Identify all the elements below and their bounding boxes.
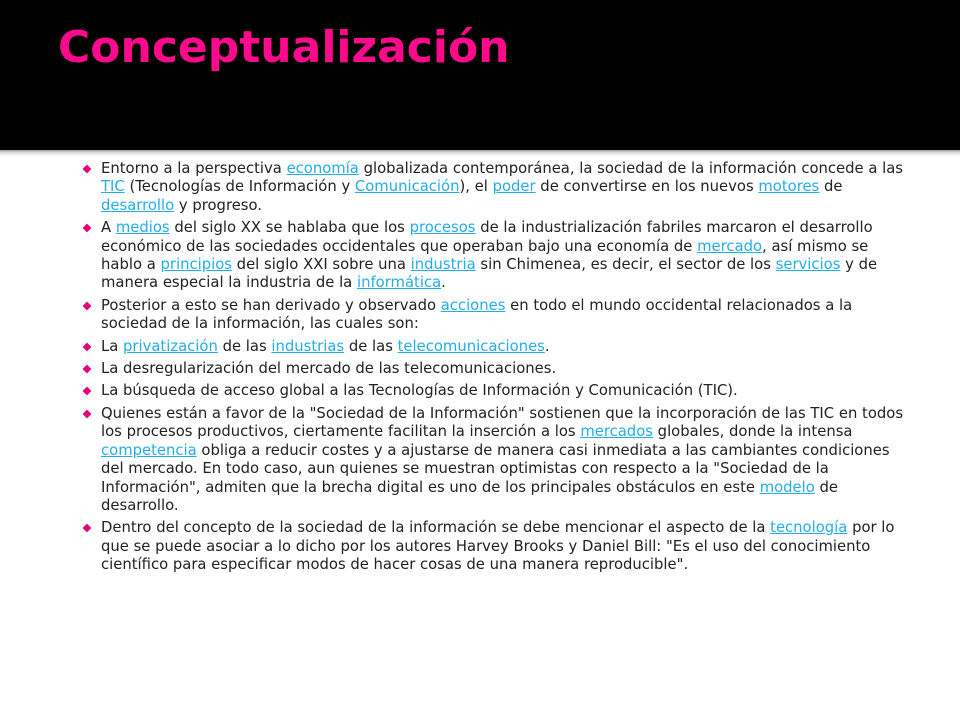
hyperlink[interactable]: acciones <box>440 296 506 314</box>
text-segment: del siglo XX se hablaba que los <box>169 219 410 237</box>
bullet-text <box>101 519 894 573</box>
text-segment: , así mismo se hablo a <box>101 237 869 274</box>
bullet-item <box>82 297 912 334</box>
text-segment: globales, donde la intensa <box>652 423 853 441</box>
bullet-text <box>101 360 556 377</box>
bullet-text <box>101 297 852 332</box>
text-segment: globalizada contemporánea, la sociedad de la información concede a las <box>358 160 904 177</box>
text-segment: La desregularización del mercado de las telecomunicaciones. <box>101 360 557 378</box>
bullet-text <box>101 160 903 214</box>
bullet-item <box>82 382 912 400</box>
hyperlink[interactable]: mercados <box>580 423 653 441</box>
text-segment: obliga a reducir costes y a ajustarse de manera casi inmediata a las cambiantes condiciones del mercado. En todo caso, aun quienes se muestran optimistas con respecto a la "Sociedad de la Información", admiten que la brecha digital es uno de los principales obstáculos en este <box>101 441 890 496</box>
text-segment: La <box>101 337 124 355</box>
bullet-item <box>82 219 912 293</box>
text-segment: de la industrialización fabriles marcaron el desarrollo económico de las sociedades occidentales que operaban bajo una economía de <box>101 219 873 255</box>
text-segment: de las <box>344 337 398 355</box>
text-segment: de convertirse en los nuevos <box>535 178 759 196</box>
text-segment: A <box>101 219 116 237</box>
hyperlink[interactable]: industrias <box>271 337 345 355</box>
text-segment: en todo el mundo occidental relacionados a la sociedad de la información, las cuales son: <box>101 296 853 333</box>
bullet-text <box>101 382 738 399</box>
hyperlink[interactable]: industria <box>410 256 476 274</box>
diamond-bullet-icon <box>83 343 91 351</box>
text-segment: ), el <box>459 178 493 196</box>
hyperlink[interactable]: economía <box>286 160 359 177</box>
diamond-bullet-icon <box>83 165 91 173</box>
hyperlink[interactable]: telecomunicaciones <box>397 337 545 355</box>
text-segment: sin Chimenea, es decir, el sector de los <box>475 256 776 274</box>
hyperlink[interactable]: modelo <box>759 478 815 496</box>
hyperlink[interactable]: principios <box>160 256 232 274</box>
diamond-bullet-icon <box>83 524 91 532</box>
diamond-bullet-icon <box>83 387 91 395</box>
text-segment: . <box>441 274 446 292</box>
bullet-item <box>82 360 912 378</box>
page-title: Conceptualización <box>58 22 510 73</box>
bullet-text <box>101 219 877 291</box>
hyperlink[interactable]: desarrollo <box>101 196 175 214</box>
text-segment: y progreso. <box>174 196 263 214</box>
diamond-bullet-icon <box>83 365 91 373</box>
hyperlink[interactable]: TIC <box>101 178 125 196</box>
title-divider <box>0 150 960 156</box>
hyperlink[interactable]: competencia <box>101 441 197 459</box>
text-segment: (Tecnologías de Información y <box>124 178 355 196</box>
text-segment: Quienes están a favor de la "Sociedad de la Información" sostienen que la incorporación de las TIC en todos los procesos productivos, ciertamente facilitan la inserción a los <box>101 404 904 441</box>
bullet-item <box>82 160 912 215</box>
bullet-item <box>82 338 912 356</box>
text-segment: de las <box>217 337 272 355</box>
hyperlink[interactable]: informática <box>356 274 442 292</box>
text-segment: del siglo XXI sobre una <box>231 256 411 274</box>
bullet-item <box>82 405 912 515</box>
text-segment: de desarrollo. <box>101 478 839 514</box>
hyperlink[interactable]: medios <box>115 219 170 237</box>
diamond-bullet-icon <box>83 302 91 310</box>
hyperlink[interactable]: tecnología <box>770 519 848 537</box>
hyperlink[interactable]: Comunicación <box>354 178 460 196</box>
text-segment: . <box>544 337 550 355</box>
diamond-bullet-icon <box>83 410 91 418</box>
text-segment: y de manera especial la industria de la <box>101 256 878 292</box>
text-segment: Posterior a esto se han derivado y observado <box>101 296 441 314</box>
text-segment: La búsqueda de acceso global a las Tecnologías de Información y Comunicación (TIC). <box>101 382 738 400</box>
hyperlink[interactable]: procesos <box>409 219 476 237</box>
hyperlink[interactable]: servicios <box>775 256 841 274</box>
text-segment: Dentro del concepto de la sociedad de la información se debe mencionar el aspecto de la <box>101 519 771 537</box>
hyperlink[interactable]: privatización <box>123 337 218 355</box>
diamond-bullet-icon <box>83 224 91 232</box>
title-bar <box>0 0 960 150</box>
bullet-list <box>82 160 912 579</box>
text-segment: de <box>819 178 843 196</box>
bullet-item <box>82 519 912 574</box>
text-segment: Entorno a la perspectiva <box>101 160 287 177</box>
bullet-text <box>101 338 550 355</box>
text-segment: por lo que se puede asociar a lo dicho por los autores Harvey Brooks y Daniel Bill: "Es el uso del conocimiento científico para especificar modos de hacer cosas de una manera reproducible". <box>101 519 895 574</box>
hyperlink[interactable]: motores <box>758 178 820 196</box>
bullet-text <box>101 405 903 514</box>
hyperlink[interactable]: mercado <box>697 237 763 255</box>
hyperlink[interactable]: poder <box>492 178 536 196</box>
